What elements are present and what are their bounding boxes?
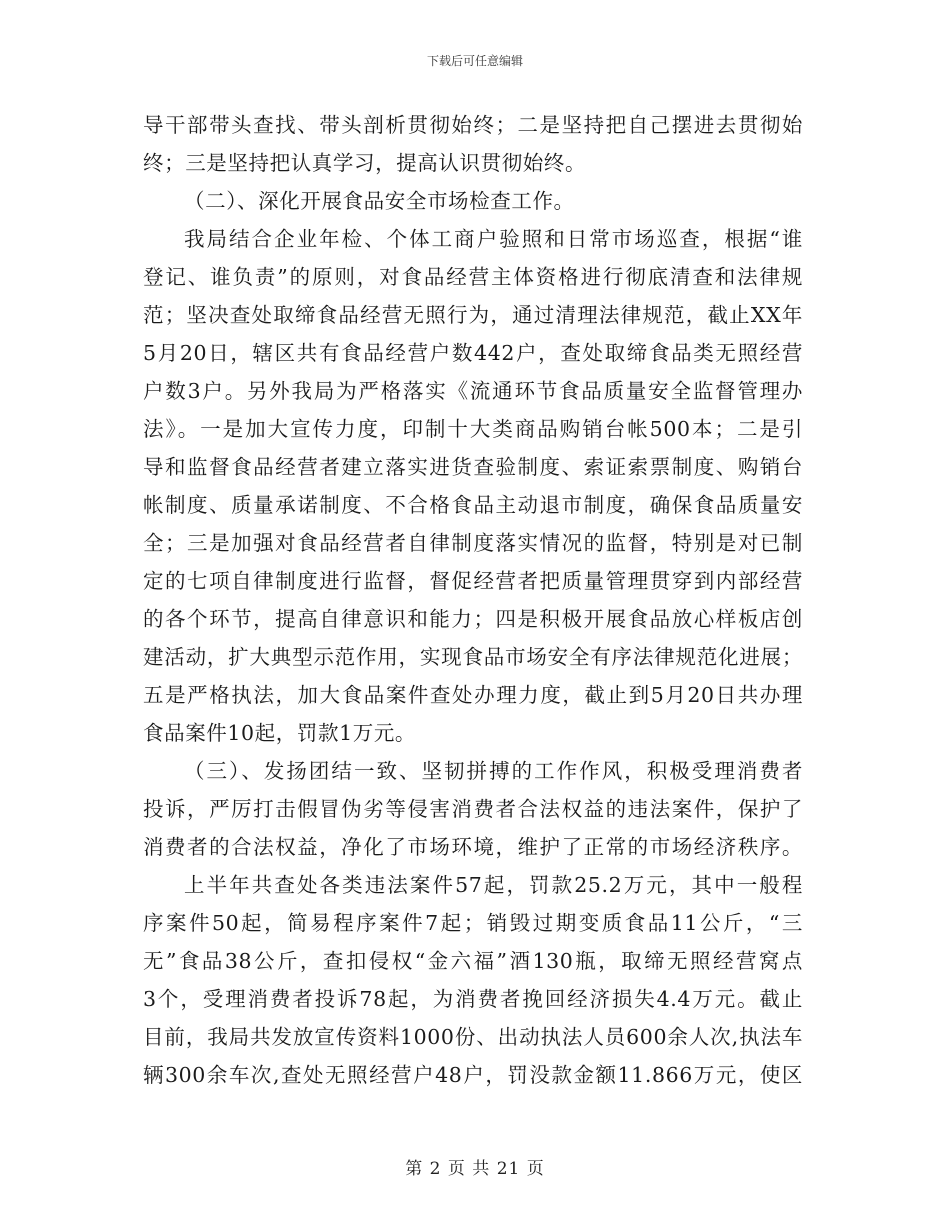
text-line: 导干部带头查找、带头剖析贯彻始终；二是坚持把自己摆进去贯彻始 — [143, 113, 803, 137]
text-line: 建活动，扩大典型示范作用，实现食品市场安全有序法律规范化进展； — [143, 645, 803, 669]
document-body — [143, 106, 803, 1094]
text-line: 终；三是坚持把认真学习，提高认识贯彻始终。 — [143, 151, 587, 175]
text-line: 投诉，严厉打击假冒伪劣等侵害消费者合法权益的违法案件，保护了 — [143, 797, 803, 821]
text-line: 户数3户。另外我局为严格落实《流通环节食品质量安全监督管理办 — [143, 379, 803, 403]
text-line: 的各个环节，提高自律意识和能力；四是积极开展食品放心样板店创 — [143, 607, 803, 631]
text-line: 导和监督食品经营者建立落实进货查验制度、索证索票制度、购销台 — [143, 455, 803, 479]
text-line: 上半年共查处各类违法案件57起，罚款25.2万元，其中一般程 — [184, 873, 803, 897]
text-line: 辆300余车次,查处无照经营户48户，罚没款金额11.866万元，使区 — [143, 1063, 803, 1087]
text-line: 序案件50起，简易程序案件7起；销毁过期变质食品11公斤，“三 — [143, 911, 803, 935]
text-line: 定的七项自律制度进行监督，督促经营者把质量管理贯穿到内部经营 — [143, 569, 803, 593]
text-line: 消费者的合法权益，净化了市场环境，维护了正常的市场经济秩序。 — [143, 835, 803, 859]
text-line: 无”食品38公斤，查扣侵权“金六福”酒130瓶，取缔无照经营窝点 — [143, 949, 803, 973]
text-line: 范；坚决查处取缔食品经营无照行为，通过清理法律规范，截止XX年 — [143, 303, 803, 327]
page-footer: 第 2 页 共 21 页 — [405, 1159, 545, 1179]
text-line: 食品案件10起，罚款1万元。 — [143, 721, 417, 745]
text-line: 全；三是加强对食品经营者自律制度落实情况的监督，特别是对已制 — [143, 531, 803, 555]
page-header: 下载后可任意编辑 — [426, 54, 523, 68]
text-line: 目前，我局共发放宣传资料1000份、出动执法人员600余人次,执法车 — [143, 1025, 803, 1049]
text-line: 5月20日，辖区共有食品经营户数442户，查处取缔食品类无照经营 — [143, 341, 803, 365]
text-line: （三）、发扬团结一致、坚韧拼搏的工作作风，积极受理消费者 — [184, 759, 803, 783]
text-line: （二）、深化开展食品安全市场检查工作。 — [184, 189, 575, 213]
text-line: 法》。一是加大宣传力度，印制十大类商品购销台帐500本；二是引 — [143, 417, 803, 441]
text-line: 登记、谁负责”的原则，对食品经营主体资格进行彻底清查和法律规 — [143, 265, 803, 289]
text-line: 3个，受理消费者投诉78起，为消费者挽回经济损失4.4万元。截止 — [143, 987, 803, 1011]
text-line: 帐制度、质量承诺制度、不合格食品主动退市制度，确保食品质量安 — [143, 493, 803, 517]
text-line: 五是严格执法，加大食品案件查处办理力度，截止到5月20日共办理 — [143, 683, 803, 707]
text-line: 我局结合企业年检、个体工商户验照和日常市场巡查，根据“谁 — [184, 227, 803, 251]
